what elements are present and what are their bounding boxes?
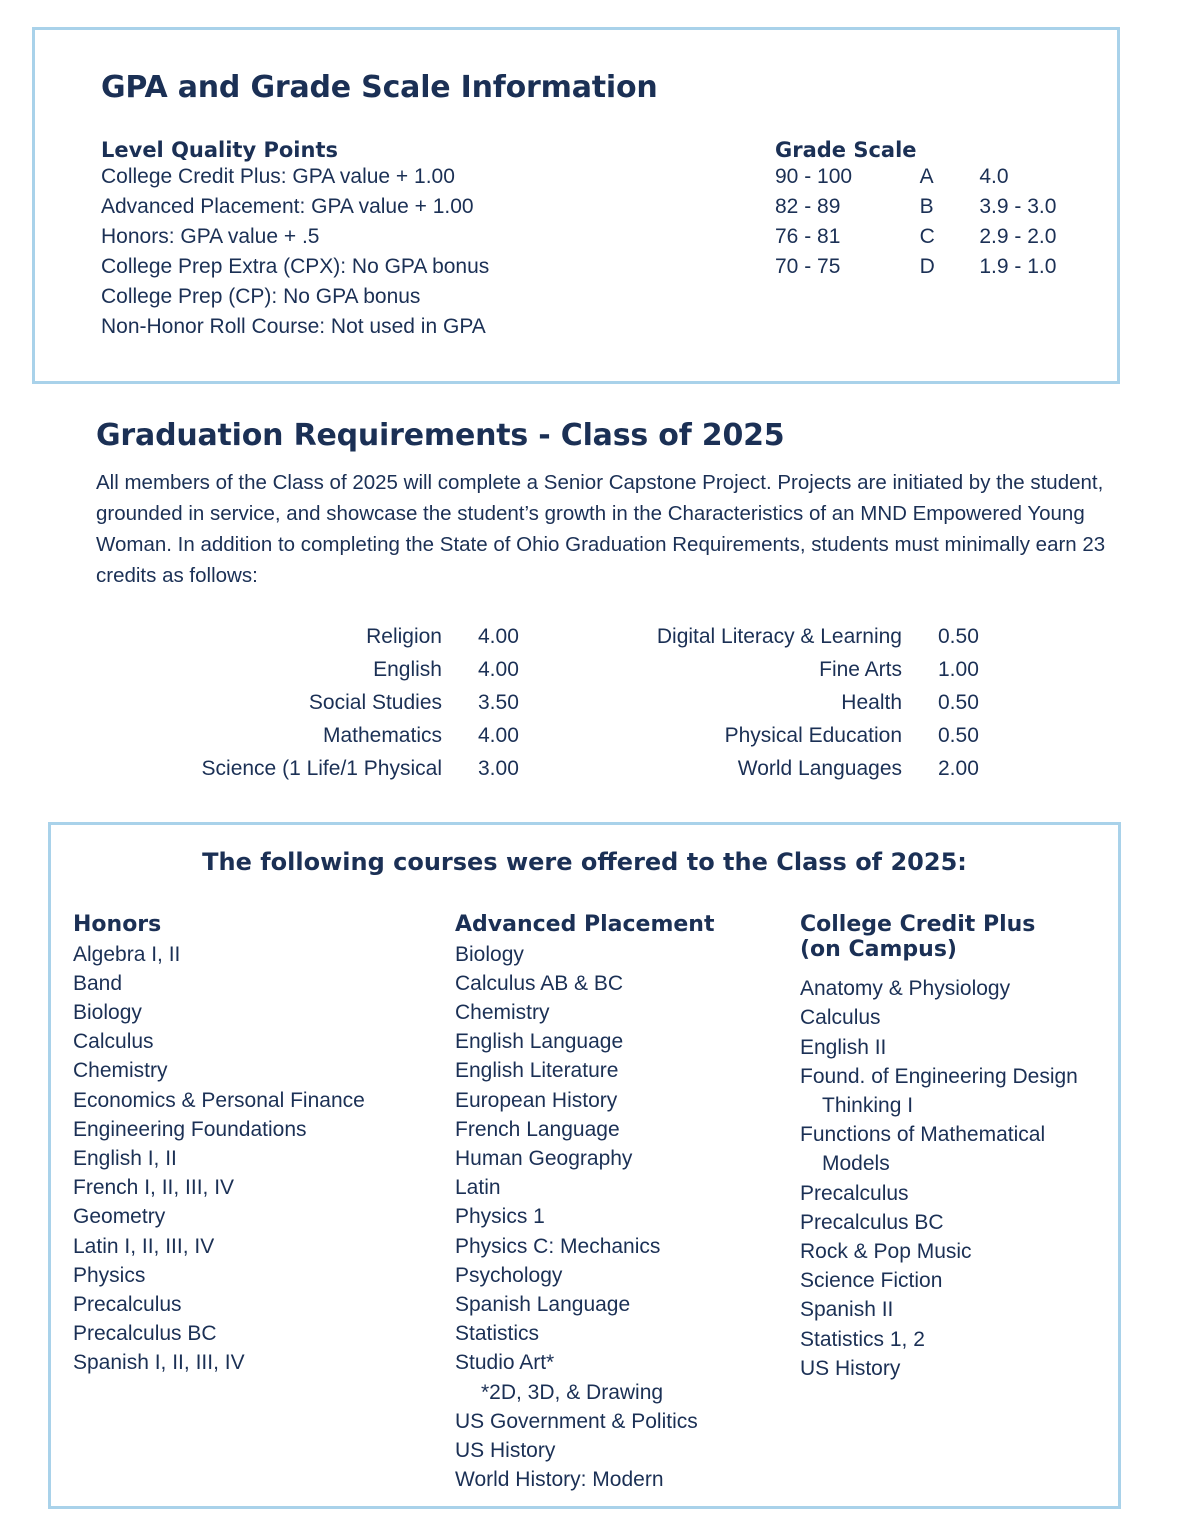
credit-row — [96, 653, 556, 686]
credit-value: 2.00 — [938, 757, 979, 780]
course-item: Precalculus BC — [800, 1210, 944, 1234]
course-column-title — [800, 913, 1100, 962]
course-column-honors — [73, 913, 455, 1494]
credit-subject: Fine Arts — [819, 658, 902, 681]
level-quality-line: College Prep Extra (CPX): No GPA bonus — [101, 255, 490, 278]
course-item: Geometry — [73, 1205, 166, 1229]
course-item: Statistics — [455, 1322, 540, 1346]
grade-letter: D — [919, 255, 935, 278]
credit-value: 4.00 — [478, 625, 519, 648]
level-quality-line: Advanced Placement: GPA value + 1.00 — [101, 195, 474, 218]
course-item: Latin I, II, III, IV — [73, 1234, 215, 1258]
credit-subject: Science (1 Life/1 Physical — [201, 757, 442, 780]
course-item: Chemistry — [73, 1059, 168, 1083]
course-item: Algebra I, II — [73, 942, 181, 966]
course-column-title: Advanced Placement — [455, 912, 715, 937]
courses-offered-panel — [48, 822, 1121, 1509]
credit-value: 0.50 — [938, 625, 979, 648]
credit-subject: Religion — [366, 625, 442, 648]
course-item: French I, II, III, IV — [73, 1176, 235, 1200]
course-item: English I, II — [73, 1147, 177, 1171]
credit-row — [96, 620, 556, 653]
course-item: Calculus AB & BC — [455, 971, 624, 995]
grade-range: 70 - 75 — [775, 255, 841, 278]
course-item: Engineering Foundations — [73, 1117, 307, 1141]
course-item-continuation: Models — [822, 1152, 890, 1176]
credit-requirements-table — [96, 620, 1016, 785]
credit-value: 0.50 — [938, 691, 979, 714]
credit-value: 4.00 — [478, 658, 519, 681]
grade-scale-heading: Grade Scale — [775, 138, 917, 162]
graduation-requirements-paragraph: All members of the Class of 2025 will complete a Senior Capstone Project. Projects are initiated by the student, grounded in service, and showcase the student’s growth in the Characteristics of an MND Empowered Young Woman. In addition to completing the State of Ohio Graduation Requirements, students must minimally earn 23 credits as follows: — [96, 471, 1106, 587]
grade-scale-block — [775, 138, 1095, 282]
course-item: US History — [455, 1439, 556, 1463]
course-item: Physics C: Mechanics — [455, 1234, 661, 1258]
course-item: Chemistry — [455, 1001, 550, 1025]
course-item: Biology — [455, 942, 524, 966]
course-item: Precalculus — [800, 1181, 909, 1205]
course-item: Studio Art* — [455, 1351, 555, 1375]
level-quality-line: College Credit Plus: GPA value + 1.00 — [101, 165, 455, 188]
credit-value: 3.50 — [478, 691, 519, 714]
course-item: Human Geography — [455, 1147, 633, 1171]
course-item: US History — [800, 1356, 901, 1380]
grade-points: 2.9 - 2.0 — [979, 225, 1057, 248]
course-columns — [73, 913, 1100, 1494]
course-item: Latin — [455, 1176, 501, 1200]
course-item: Calculus — [800, 1006, 881, 1030]
course-item: Found. of Engineering Design — [800, 1064, 1078, 1088]
grade-range: 76 - 81 — [775, 225, 841, 248]
course-item: English Literature — [455, 1059, 619, 1083]
level-quality-line: Non-Honor Roll Course: Not used in GPA — [101, 315, 486, 338]
grade-scale-row — [775, 162, 1095, 192]
credit-column-right — [556, 620, 1016, 785]
course-item: Precalculus — [73, 1293, 182, 1317]
grade-points: 3.9 - 3.0 — [979, 195, 1057, 218]
credit-subject: Health — [841, 691, 902, 714]
credit-value: 1.00 — [938, 658, 979, 681]
grade-scale-row — [775, 192, 1095, 222]
course-item: Calculus — [73, 1030, 154, 1054]
graduation-requirements-title: Graduation Requirements - Class of 2025 — [96, 418, 785, 453]
course-item: Psychology — [455, 1263, 563, 1287]
credit-subject: Digital Literacy & Learning — [656, 625, 902, 648]
level-quality-points-block — [101, 138, 721, 342]
course-item: Physics 1 — [455, 1205, 545, 1229]
course-item: Statistics 1, 2 — [800, 1327, 925, 1351]
level-quality-line: Honors: GPA value + .5 — [101, 225, 320, 248]
course-item: French Language — [455, 1117, 620, 1141]
credit-subject: Mathematics — [322, 724, 442, 747]
grade-range: 90 - 100 — [775, 165, 853, 188]
level-quality-points-heading: Level Quality Points — [101, 138, 338, 162]
gpa-grade-scale-panel — [32, 27, 1120, 384]
grade-scale-row — [775, 252, 1095, 282]
course-column-advanced-placement — [455, 913, 800, 1494]
course-item-note: *2D, 3D, & Drawing — [481, 1380, 664, 1404]
credit-row — [556, 752, 1016, 785]
course-item: Science Fiction — [800, 1269, 943, 1293]
credit-subject: Physical Education — [724, 724, 902, 747]
course-item: Biology — [73, 1001, 142, 1025]
credit-row — [96, 752, 556, 785]
credit-subject: World Languages — [737, 757, 902, 780]
graduation-requirements-section — [96, 418, 1106, 591]
course-item: Functions of Mathematical — [800, 1123, 1046, 1147]
page-title: GPA and Grade Scale Information — [101, 70, 658, 105]
course-item: World History: Modern — [455, 1468, 664, 1492]
course-item: Spanish II — [800, 1298, 894, 1322]
courses-offered-heading: The following courses were offered to the Class of 2025: — [202, 848, 967, 876]
course-item: Anatomy & Physiology — [800, 977, 1011, 1001]
grade-scale-row — [775, 222, 1095, 252]
course-item: Rock & Pop Music — [800, 1240, 972, 1264]
credit-row — [556, 719, 1016, 752]
credit-row — [556, 686, 1016, 719]
credit-row — [96, 719, 556, 752]
credit-value: 4.00 — [478, 724, 519, 747]
grade-range: 82 - 89 — [775, 195, 841, 218]
course-column-title: Honors — [73, 912, 162, 937]
course-column-title-line2: (on Campus) — [800, 936, 957, 962]
level-quality-line: College Prep (CP): No GPA bonus — [101, 285, 421, 308]
course-item: English II — [800, 1035, 887, 1059]
course-item: English Language — [455, 1030, 624, 1054]
credit-row — [96, 686, 556, 719]
credit-value: 3.00 — [478, 757, 519, 780]
course-item: Physics — [73, 1263, 146, 1287]
course-item: Spanish Language — [455, 1293, 631, 1317]
credit-value: 0.50 — [938, 724, 979, 747]
course-column-title-line1: College Credit Plus — [800, 912, 1036, 937]
course-column-college-credit-plus — [800, 913, 1100, 1494]
grade-letter: A — [919, 165, 934, 188]
course-item: European History — [455, 1088, 618, 1112]
grade-letter: B — [919, 195, 934, 218]
course-item-continuation: Thinking I — [822, 1094, 914, 1118]
course-item: Economics & Personal Finance — [73, 1088, 365, 1112]
course-item: Precalculus BC — [73, 1322, 217, 1346]
course-item: Spanish I, II, III, IV — [73, 1351, 245, 1375]
grade-points: 1.9 - 1.0 — [979, 255, 1057, 278]
grade-letter: C — [919, 225, 935, 248]
course-item: US Government & Politics — [455, 1409, 698, 1433]
credit-column-left — [96, 620, 556, 785]
course-item: Band — [73, 971, 123, 995]
credit-subject: Social Studies — [308, 691, 442, 714]
credit-row — [556, 653, 1016, 686]
credit-row — [556, 620, 1016, 653]
grade-points: 4.0 — [979, 165, 1009, 188]
credit-subject: English — [373, 658, 442, 681]
